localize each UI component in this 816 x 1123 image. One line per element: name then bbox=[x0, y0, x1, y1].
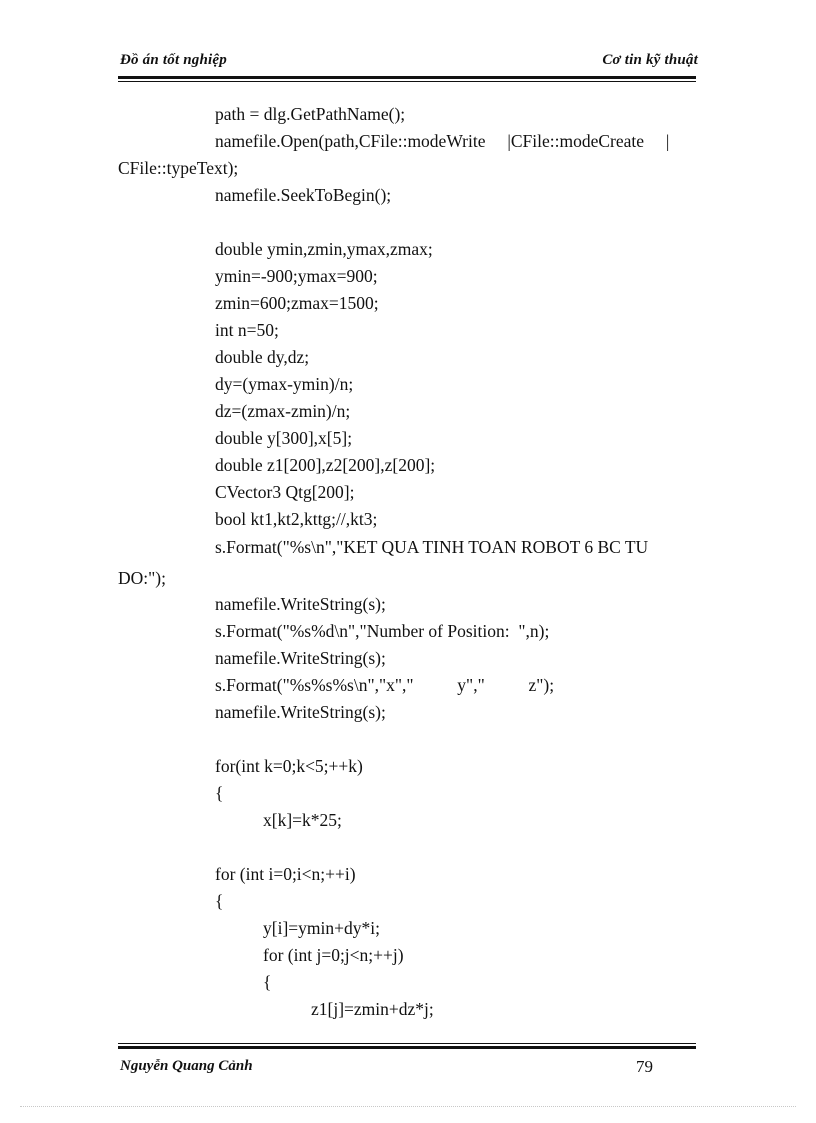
code-line: double y[300],x[5]; bbox=[215, 428, 353, 448]
code-line: for (int j=0;j<n;++j) bbox=[263, 945, 404, 965]
header-title-right: Cơ tin kỹ thuật bbox=[602, 52, 698, 68]
code-line: { bbox=[215, 783, 224, 803]
code-line: { bbox=[263, 972, 272, 992]
code-line: { bbox=[215, 891, 224, 911]
header-title-left: Đồ án tốt nghiệp bbox=[120, 52, 227, 68]
code-line: z1[j]=zmin+dz*j; bbox=[311, 999, 434, 1019]
code-line: namefile.WriteString(s); bbox=[215, 648, 386, 668]
footer-rule-thick bbox=[118, 1046, 696, 1049]
code-line: y[i]=ymin+dy*i; bbox=[263, 918, 380, 938]
page-bottom-divider bbox=[20, 1106, 796, 1107]
code-line: double dy,dz; bbox=[215, 347, 310, 367]
code-line: dz=(zmax-zmin)/n; bbox=[215, 401, 351, 421]
code-line: namefile.SeekToBegin(); bbox=[215, 185, 392, 205]
code-line: int n=50; bbox=[215, 320, 279, 340]
code-line: double z1[200],z2[200],z[200]; bbox=[215, 455, 436, 475]
footer-author: Nguyễn Quang Cảnh bbox=[120, 1058, 253, 1074]
code-line: CVector3 Qtg[200]; bbox=[215, 482, 355, 502]
code-line: s.Format("%s%s%s\n","x"," y"," z"); bbox=[215, 675, 555, 695]
footer-rule-thin bbox=[118, 1043, 696, 1044]
code-line: double ymin,zmin,ymax,zmax; bbox=[215, 239, 433, 259]
code-line: namefile.Open(path,CFile::modeWrite |CFile::modeCreate | bbox=[215, 131, 670, 151]
code-line: s.Format("%s%d\n","Number of Position: ",n); bbox=[215, 621, 550, 641]
code-line: ymin=-900;ymax=900; bbox=[215, 266, 378, 286]
page-number: 79 bbox=[636, 1057, 653, 1076]
code-line: x[k]=k*25; bbox=[263, 810, 342, 830]
code-line: namefile.WriteString(s); bbox=[215, 702, 386, 722]
code-line: zmin=600;zmax=1500; bbox=[215, 293, 379, 313]
code-line: namefile.WriteString(s); bbox=[215, 594, 386, 614]
code-line: dy=(ymax-ymin)/n; bbox=[215, 374, 354, 394]
code-line: bool kt1,kt2,kttg;//,kt3; bbox=[215, 509, 378, 529]
code-line: CFile::typeText); bbox=[118, 158, 239, 178]
code-line: s.Format("%s\n","KET QUA TINH TOAN ROBOT 6 BC TU bbox=[215, 537, 649, 557]
code-line: for(int k=0;k<5;++k) bbox=[215, 756, 363, 776]
code-line: path = dlg.GetPathName(); bbox=[215, 104, 406, 124]
code-line: for (int i=0;i<n;++i) bbox=[215, 864, 356, 884]
code-line: DO:"); bbox=[118, 568, 166, 588]
